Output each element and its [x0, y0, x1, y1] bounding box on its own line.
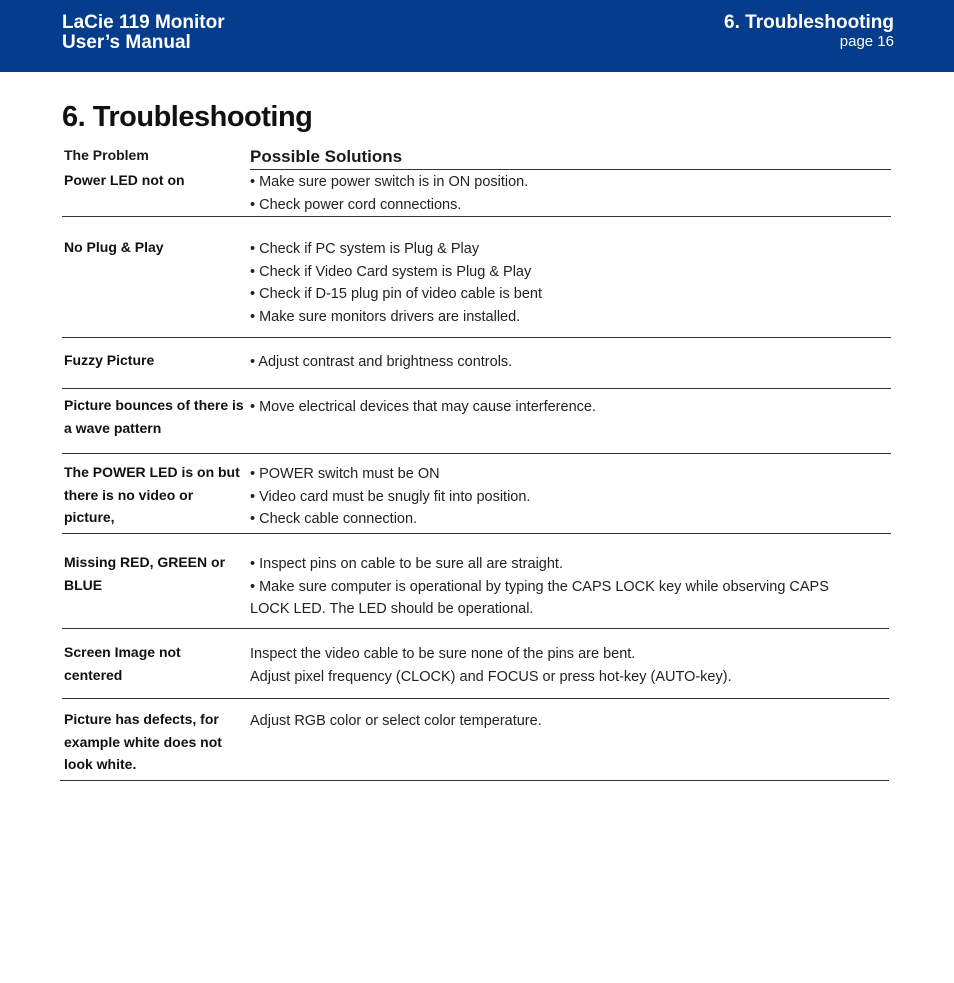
solution-line: • Inspect pins on cable to be sure all are straight. [250, 556, 563, 572]
solution-line: Inspect the video cable to be sure none of the pins are bent. [250, 646, 636, 662]
manual-name: User’s Manual [62, 32, 191, 53]
problem-screen-not-centered: Screen Image not centered [64, 644, 181, 683]
row-divider [62, 698, 889, 699]
row-divider [62, 337, 891, 338]
header-rule [250, 169, 891, 170]
problem-fuzzy-picture: Fuzzy Picture [64, 352, 155, 368]
table-bottom-rule [60, 780, 889, 781]
solution-line: • Make sure power switch is in ON position. [250, 174, 529, 190]
header-left [62, 13, 225, 53]
solutions-picture-defects [250, 710, 542, 733]
solutions-screen-not-centered [250, 643, 732, 688]
row-divider [62, 453, 891, 454]
problem-no-video: The POWER LED is on but there is no video or picture, [64, 464, 240, 525]
header-right [724, 13, 894, 50]
row-divider [62, 388, 891, 389]
row-divider [62, 628, 889, 629]
section-name: 6. Troubleshooting [724, 12, 894, 33]
problem-picture-bounces: Picture bounces of there is a wave pattern [64, 397, 244, 436]
solutions-missing-color [250, 553, 829, 621]
row-divider [62, 533, 891, 534]
solutions-plug-and-play [250, 238, 542, 328]
column-header-problem: The Problem [64, 147, 149, 163]
page-header [0, 0, 954, 72]
solution-line: • POWER switch must be ON [250, 466, 440, 482]
column-header-solutions: Possible Solutions [250, 147, 403, 166]
solution-line: • Adjust contrast and brightness controls. [250, 354, 513, 370]
solution-line: • Make sure monitors drivers are installed. [250, 308, 521, 325]
solution-line: • Check if D-15 plug pin of video cable is bent [250, 286, 543, 302]
solution-line: Adjust pixel frequency (CLOCK) and FOCUS or press hot-key (AUTO-key). [250, 668, 732, 685]
problem-power-led: Power LED not on [64, 172, 185, 188]
solution-line: • Check if PC system is Plug & Play [250, 241, 480, 257]
solution-line: • Check if Video Card system is Plug & Play [250, 263, 532, 280]
row-divider [62, 216, 891, 217]
problem-plug-and-play: No Plug & Play [64, 239, 164, 255]
solution-line: • Move electrical devices that may cause interference. [250, 399, 596, 415]
page-title: 6. Troubleshooting [62, 101, 313, 133]
solution-line: • Make sure computer is operational by typing the CAPS LOCK key while observing CAPS [250, 578, 829, 595]
product-name: LaCie 119 Monitor [62, 12, 225, 33]
solution-line: Adjust RGB color or select color temperature. [250, 713, 542, 729]
solutions-no-video [250, 463, 530, 531]
solution-line: • Check power cord connections. [250, 196, 462, 213]
solution-line: • Check cable connection. [250, 511, 418, 527]
page-number: page 16 [839, 33, 894, 50]
solutions-power-led [250, 171, 528, 216]
problem-picture-defects: Picture has defects, for example white does not look white. [64, 711, 222, 772]
problem-missing-color: Missing RED, GREEN or BLUE [64, 554, 226, 593]
solutions-picture-bounces [250, 396, 596, 419]
solution-line: LOCK LED. The LED should be operational. [250, 601, 534, 617]
solution-line: • Video card must be snugly fit into position. [250, 488, 531, 505]
solutions-fuzzy-picture [250, 351, 512, 374]
